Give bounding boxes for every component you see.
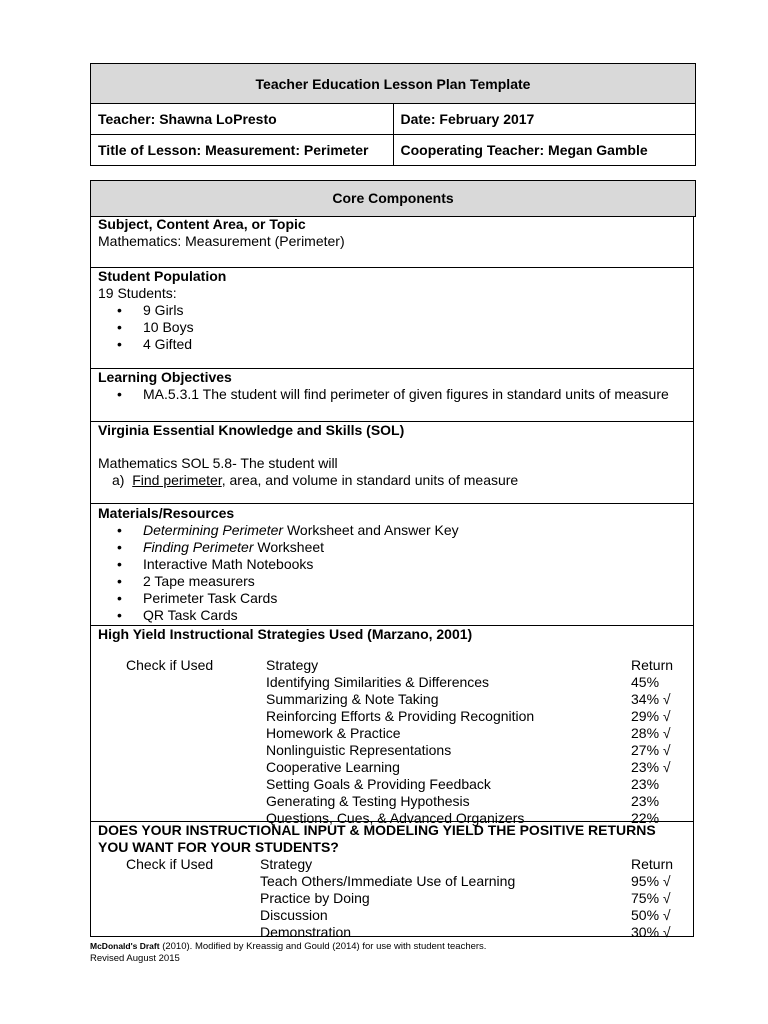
strategy-name: Discussion xyxy=(260,907,328,923)
strategy-return: 75% √ xyxy=(631,890,671,906)
lesson-title-cell: Title of Lesson: Measurement: Perimeter xyxy=(91,135,394,166)
column-header-return: Return xyxy=(631,856,674,872)
footer-source: McDonald's Draft xyxy=(90,941,160,951)
strategy-name: Setting Goals & Providing Feedback xyxy=(266,776,491,792)
strategy-name: Nonlinguistic Representations xyxy=(266,742,452,758)
sol-item xyxy=(98,472,693,489)
strategy-return: 23% xyxy=(631,776,660,792)
population-list xyxy=(98,302,693,353)
strategies-table xyxy=(98,657,693,827)
column-header-check: Check if Used xyxy=(126,657,214,673)
strategy-return: 28% √ xyxy=(631,725,671,741)
input-section xyxy=(90,822,694,940)
strategy-name: Generating & Testing Hypothesis xyxy=(266,793,470,809)
input-heading: DOES YOUR INSTRUCTIONAL INPUT & MODELING YIELD THE POSITIVE RETURNS YOU WANT FOR YOUR STUDENTS? xyxy=(98,822,656,855)
subject-section xyxy=(90,216,694,268)
subject-text: Mathematics: Measurement (Perimeter) xyxy=(98,233,345,249)
strategy-name: Teach Others/Immediate Use of Learning xyxy=(260,873,516,889)
column-header-check: Check if Used xyxy=(126,856,214,872)
teacher-cell: Teacher: Shawna LoPresto xyxy=(91,104,394,135)
materials-list xyxy=(98,522,693,624)
materials-section xyxy=(90,504,694,626)
column-header-strategy: Strategy xyxy=(266,657,319,673)
objectives-list xyxy=(98,386,693,403)
list-item: • Perimeter Task Cards xyxy=(117,590,693,607)
materials-heading: Materials/Resources xyxy=(98,505,235,521)
list-item: • 10 Boys xyxy=(117,319,693,336)
strategy-return: 30% √ xyxy=(631,924,671,940)
strategy-name: Questions, Cues, & Advanced Organizers xyxy=(266,810,525,826)
strategy-name: Homework & Practice xyxy=(266,725,401,741)
strategy-name: Summarizing & Note Taking xyxy=(266,691,439,707)
column-header-return: Return xyxy=(631,657,674,673)
sol-text: Mathematics SOL 5.8- The student will xyxy=(98,455,338,471)
page-title: Teacher Education Lesson Plan Template xyxy=(91,64,696,104)
strategy-name: Reinforcing Efforts & Providing Recognition xyxy=(266,708,535,724)
subject-heading: Subject, Content Area, or Topic xyxy=(98,216,306,232)
list-item: • QR Task Cards xyxy=(117,607,693,624)
sol-heading: Virginia Essential Knowledge and Skills (SOL) xyxy=(98,422,405,438)
strategy-return: 29% √ xyxy=(631,708,671,724)
strategy-name: Identifying Similarities & Differences xyxy=(266,674,490,690)
list-item: • 9 Girls xyxy=(117,302,693,319)
strategy-return: 27% √ xyxy=(631,742,671,758)
cooperating-teacher-cell: Cooperating Teacher: Megan Gamble xyxy=(393,135,696,166)
header-table xyxy=(90,63,696,166)
strategy-return: 50% √ xyxy=(631,907,671,923)
strategy-name: Cooperative Learning xyxy=(266,759,400,775)
sol-item-underlined: Find perimeter xyxy=(132,472,222,488)
footer-text: (2010). Modified by Kreassig and Gould (2014) for use with student teachers. xyxy=(159,941,487,952)
strategies-heading: High Yield Instructional Strategies Used (Marzano, 2001) xyxy=(98,626,473,642)
strategy-return: 23% xyxy=(631,793,660,809)
footer-revised: Revised August 2015 xyxy=(90,953,180,964)
footer xyxy=(90,940,486,965)
column-header-strategy: Strategy xyxy=(260,856,313,872)
date-cell: Date: February 2017 xyxy=(393,104,696,135)
list-item: • Determining Perimeter Worksheet and Answer Key xyxy=(117,522,693,539)
strategy-return: 45% xyxy=(631,674,660,690)
strategy-name: Practice by Doing xyxy=(260,890,370,906)
strategy-return: 23% √ xyxy=(631,759,671,775)
population-section xyxy=(90,268,694,369)
sol-item-rest: , area, and volume in standard units of measure xyxy=(221,472,519,488)
list-item: • 4 Gifted xyxy=(117,336,693,353)
strategy-return: 22% xyxy=(631,810,660,826)
list-item: • Finding Perimeter Worksheet xyxy=(117,539,693,556)
list-item: • 2 Tape measurers xyxy=(117,573,693,590)
strategy-return: 34% √ xyxy=(631,691,671,707)
input-table xyxy=(98,856,693,941)
list-item: • MA.5.3.1 The student will find perimeter of given figures in standard units of measure xyxy=(117,386,693,403)
strategies-section xyxy=(90,626,694,826)
core-components-title: Core Components xyxy=(90,180,696,217)
strategy-return: 95% √ xyxy=(631,873,671,889)
population-heading: Student Population xyxy=(98,268,227,284)
sol-item-marker: a) xyxy=(112,472,125,488)
population-text: 19 Students: xyxy=(98,285,177,301)
strategy-name: Demonstration xyxy=(260,924,352,940)
objectives-section xyxy=(90,369,694,422)
list-item: • Interactive Math Notebooks xyxy=(117,556,693,573)
objectives-heading: Learning Objectives xyxy=(98,369,232,385)
sol-section xyxy=(90,422,694,504)
footer-line xyxy=(90,940,486,953)
